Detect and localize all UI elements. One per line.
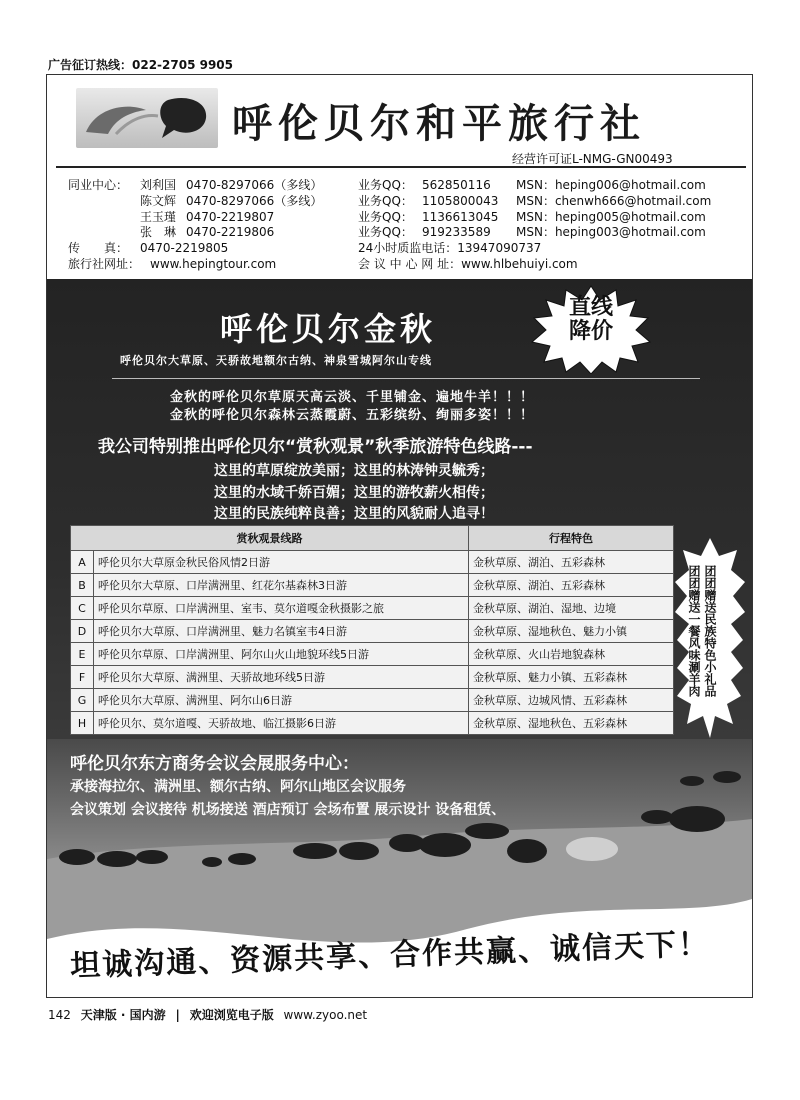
qq-label: 业务QQ： [358,225,413,239]
desc-line: 这里的草原绽放美丽；这里的林涛钟灵毓秀； [214,463,494,479]
route-name: 呼伦贝尔草原、口岸满洲里、阿尔山火山地貌环线5日游 [94,643,469,666]
website-label: 旅行社网址： [68,257,141,271]
msn-address: MSN：heping006@hotmail.com [516,178,706,192]
route-name: 呼伦贝尔大草原、满洲里、阿尔山6日游 [94,689,469,712]
ad-hotline: 广告征订热线：022-2705 9905 [48,58,234,72]
table-row [71,712,674,735]
quality-hotline: 24小时质监电话：13947090737 [358,241,542,255]
route-id: B [71,574,94,597]
promo-title: 呼伦贝尔金秋 [220,310,437,348]
meeting-title: 呼伦贝尔东方商务会议会展服务中心： [70,754,359,774]
table-row [71,620,674,643]
route-feature: 金秋草原、湿地秋色、五彩森林 [469,712,674,735]
qq-label: 业务QQ： [358,178,413,192]
qq-number: 1105800043 [422,194,499,208]
desc-line: 这里的水域千娇百媚；这里的游牧薪火相传； [214,485,494,501]
table-row [71,551,674,574]
qq-number: 1136613045 [422,210,499,224]
route-name: 呼伦贝尔大草原、满洲里、天骄故地环线5日游 [94,666,469,689]
page-footer [48,1006,367,1023]
route-feature: 金秋草原、湖泊、湿地、边境 [469,597,674,620]
contact-name: 王玉瑾 [140,210,177,224]
route-name: 呼伦贝尔大草原金秋民俗风情2日游 [94,551,469,574]
route-id: F [71,666,94,689]
contact-name: 陈文辉 [140,194,177,208]
company-name: 呼伦贝尔和平旅行社 [232,101,646,147]
route-feature: 金秋草原、湖泊、五彩森林 [469,574,674,597]
contact-phone: 0470-2219806 [186,225,275,239]
routes-table [70,525,674,735]
contact-phone: 0470-2219807 [186,210,275,224]
gift-text: 团团赠送民族特色小礼品 团团赠送一餐风味涮羊肉 [687,565,717,709]
route-feature: 金秋草原、湖泊、五彩森林 [469,551,674,574]
contact-phone: 0470-8297066（多线） [186,178,323,192]
qq-number: 562850116 [422,178,491,192]
peer-label: 同业中心： [68,178,129,192]
route-id: C [71,597,94,620]
msn-address: MSN：chenwh666@hotmail.com [516,194,712,208]
route-id: G [71,689,94,712]
autumn-line: 金秋的呼伦贝尔草原天高云淡、千里铺金、遍地牛羊！！！ [170,390,535,405]
slogan: 坦诚沟通、资源共享、合作共赢、诚信天下！ [69,926,711,985]
welcome-text: 欢迎浏览电子版 [189,1008,274,1022]
table-row [71,689,674,712]
autumn-line: 金秋的呼伦贝尔森林云蒸霞蔚、五彩缤纷、绚丽多姿！！！ [170,408,535,423]
contact-phone: 0470-8297066（多线） [186,194,323,208]
msn-address: MSN：heping003@hotmail.com [516,225,706,239]
website-link[interactable]: www.hepingtour.com [150,257,277,271]
edition: 天津版 · 国内游 [80,1008,166,1022]
license-number: 经营许可证L-NMG-GN00493 [512,152,673,166]
fax-label: 传 真： [68,241,129,255]
route-id: A [71,551,94,574]
contact-name: 张 琳 [140,225,177,239]
route-id: D [71,620,94,643]
route-id: E [71,643,94,666]
route-feature: 金秋草原、边城风情、五彩森林 [469,689,674,712]
desc-line: 这里的民族纯粹良善；这里的风貌耐人追寻！ [214,506,494,522]
route-feature: 金秋草原、湿地秋色、魅力小镇 [469,620,674,643]
col-header: 赏秋观景线路 [71,526,469,551]
table-row [71,597,674,620]
qq-number: 919233589 [422,225,491,239]
promo-subtitle: 呼伦贝尔大草原、天骄故地额尔古纳、神泉雪城阿尔山专线 [120,354,432,367]
table-row [71,643,674,666]
qq-label: 业务QQ： [358,194,413,208]
separator: | [175,1008,180,1022]
col-header: 行程特色 [469,526,674,551]
table-row [71,574,674,597]
route-id: H [71,712,94,735]
qq-label: 业务QQ： [358,210,413,224]
route-feature: 金秋草原、魅力小镇、五彩森林 [469,666,674,689]
page-number: 142 [48,1008,71,1022]
badge-line: 降价 [568,319,613,344]
table-header [71,526,674,551]
divider [56,166,746,168]
contact-name: 刘利国 [140,178,177,192]
meeting-line: 承接海拉尔、满洲里、额尔古纳、阿尔山地区会议服务 [70,779,406,795]
route-name: 呼伦贝尔大草原、口岸满洲里、红花尔基森林3日游 [94,574,469,597]
route-feature: 金秋草原、火山岩地貌森林 [469,643,674,666]
route-name: 呼伦贝尔大草原、口岸满洲里、魅力名镇室韦4日游 [94,620,469,643]
badge-line: 直线 [568,295,613,320]
promo-headline: 我公司特别推出呼伦贝尔“赏秋观景”秋季旅游特色线路--- [98,437,533,457]
meeting-line: 会议策划 会议接待 机场接送 酒店预订 会场布置 展示设计 设备租赁、 [70,802,506,818]
fax-number: 0470-2219805 [140,241,229,255]
company-logo [76,88,218,148]
msn-address: MSN：heping005@hotmail.com [516,210,706,224]
table-row [71,666,674,689]
route-name: 呼伦贝尔草原、口岸满洲里、室韦、莫尔道嘎金秋摄影之旅 [94,597,469,620]
meeting-website[interactable]: 会 议 中 心 网 址：www.hlbehuiyi.com [358,257,578,271]
divider [112,378,700,379]
footer-site[interactable]: www.zyoo.net [283,1008,368,1022]
route-name: 呼伦贝尔、莫尔道嘎、天骄故地、临江摄影6日游 [94,712,469,735]
price-cut-text [556,296,626,344]
